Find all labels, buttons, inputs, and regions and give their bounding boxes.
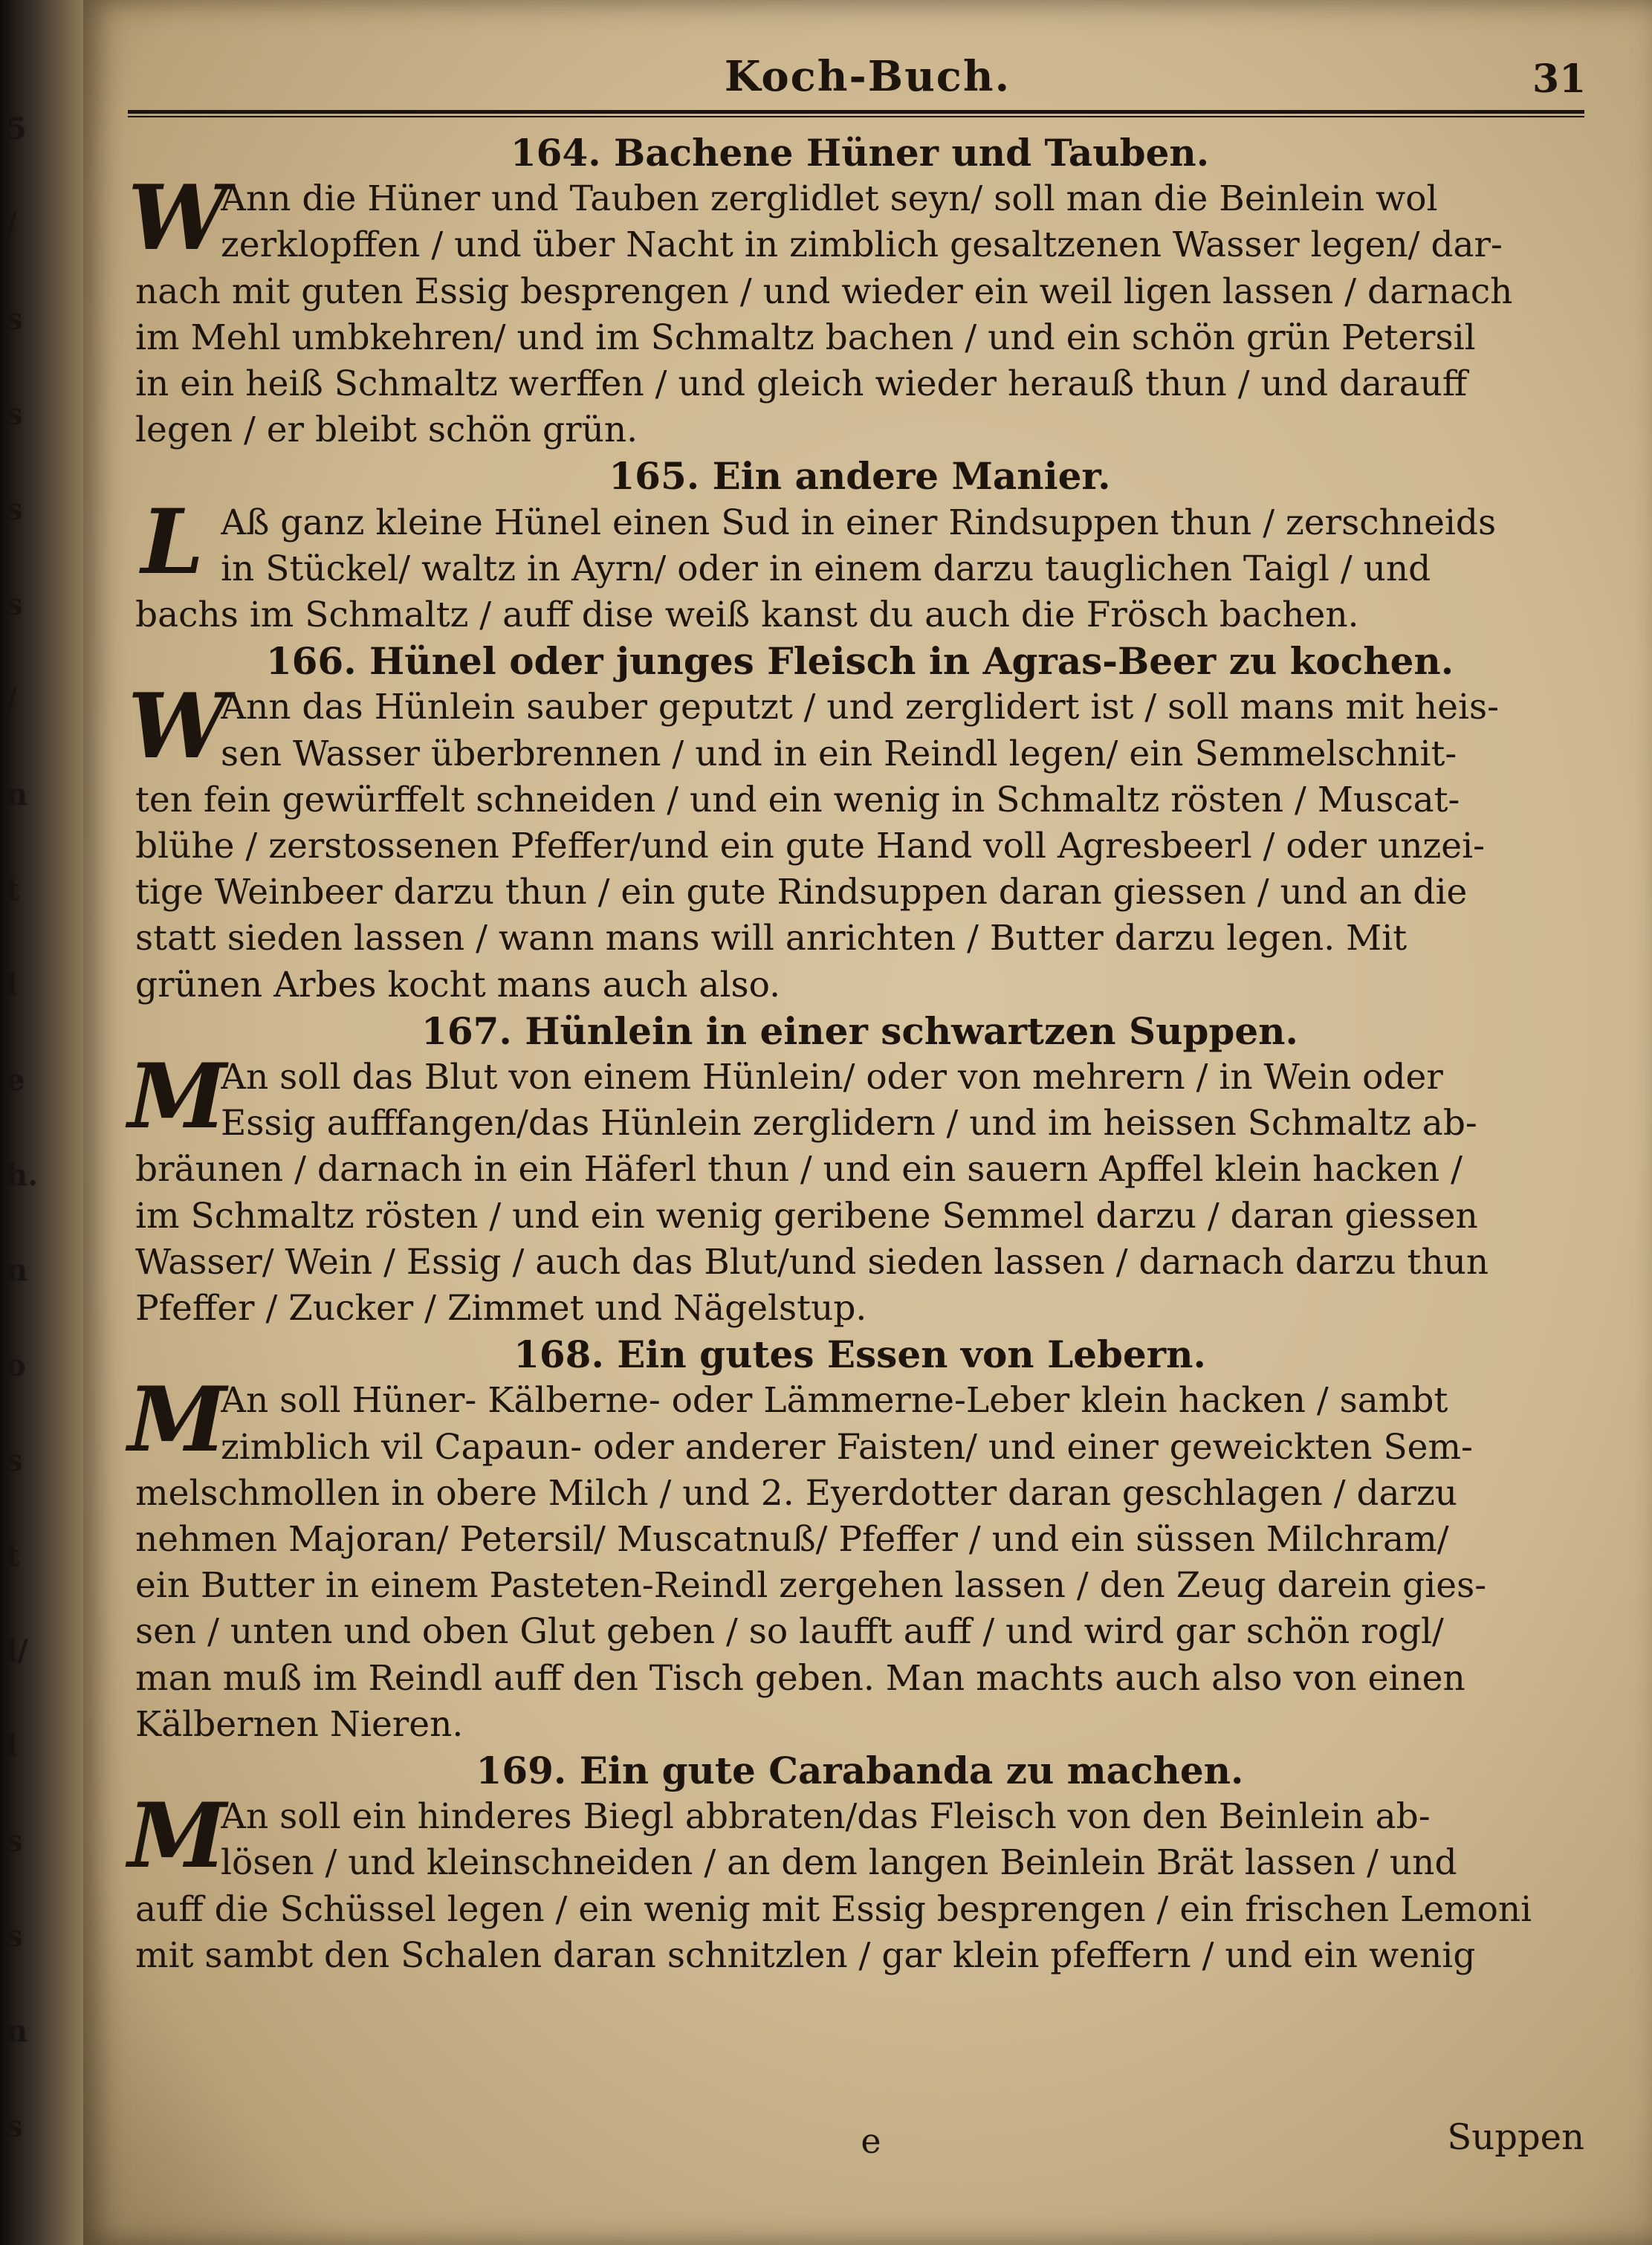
- recipe-heading: 169. Ein gute Carabanda zu machen.: [476, 1749, 1244, 1792]
- facing-page-fragment: l: [6, 968, 18, 1002]
- facing-page-fragment: e: [6, 1063, 25, 1098]
- text-line: zimblich vil Capaun- oder anderer Faisten/ und einer geweickten Sem-: [221, 1426, 1473, 1468]
- header-rule: [128, 110, 1584, 117]
- text-line: nehmen Majoran/ Petersil/ Muscatnuß/ Pfeffer / und ein süssen Milchram/: [135, 1519, 1449, 1560]
- page-number: 31: [1532, 56, 1587, 102]
- text-line: ein Butter in einem Pasteten-Reindl zergehen lassen / den Zeug darein gies-: [135, 1565, 1487, 1607]
- facing-page-fragment: t: [6, 872, 20, 907]
- text-line: melschmollen in obere Milch / und 2. Eyerdotter daran geschlagen / darzu: [135, 1472, 1458, 1514]
- facing-page-fragment: n: [6, 1253, 28, 1288]
- text-line: lösen / und kleinschneiden / an dem langen Beinlein Brät lassen / und: [221, 1842, 1457, 1884]
- text-line: im Schmaltz rösten / und ein wenig geribene Semmel darzu / daran giessen: [135, 1195, 1478, 1237]
- facing-page-fragment: s: [6, 397, 23, 432]
- text-line: Aß ganz kleine Hünel einen Sud in einer Rindsuppen thun / zerschneids: [221, 502, 1497, 543]
- recipe-heading: 167. Hünlein in einer schwartzen Suppen.: [421, 1008, 1298, 1053]
- facing-page-fragment: s: [6, 2109, 23, 2144]
- text-line: An soll das Blut von einem Hünlein/ oder von mehrern / in Wein oder: [221, 1057, 1443, 1098]
- text-line: auff die Schüssel legen / ein wenig mit Essig besprengen / ein frischen Lemoni: [135, 1888, 1532, 1930]
- recipe-heading: 165. Ein andere Manier.: [609, 454, 1111, 499]
- recipe-heading: 168. Ein gutes Essen von Lebern.: [514, 1332, 1206, 1377]
- text-line: bräunen / darnach in ein Häferl thun / und ein sauern Apffel klein hacken /: [135, 1149, 1462, 1190]
- text-line: Essig aufffangen/das Hünlein zerglidern / und im heissen Schmaltz ab-: [221, 1103, 1477, 1144]
- facing-page-fragment: s: [6, 302, 23, 337]
- text-line: in Stückel/ waltz in Ayrn/ oder in einem darzu tauglichen Taigl / und: [221, 548, 1431, 589]
- text-line: nach mit guten Essig besprengen / und wieder ein weil ligen lassen / darnach: [135, 270, 1513, 312]
- text-line: Wasser/ Wein / Essig / auch das Blut/und sieden lassen / darnach darzu thun: [135, 1241, 1489, 1283]
- running-title: Koch-Buch.: [724, 52, 1011, 101]
- facing-page-fragment: s: [6, 587, 23, 622]
- text-line: statt sieden lassen / wann mans will anrichten / Butter darzu legen. Mit: [135, 918, 1408, 959]
- facing-page-fragment: t: [6, 1538, 20, 1573]
- recipe-heading: 166. Hünel oder junges Fleisch in Agras-Beer zu kochen.: [265, 639, 1454, 684]
- text-line: tige Weinbeer darzu thun / ein gute Rindsuppen daran giessen / und an die: [135, 872, 1468, 913]
- recipe-heading: 164. Bachene Hüner und Tauben.: [510, 131, 1210, 175]
- text-line: ten fein gewürffelt schneiden / und ein wenig in Schmaltz rösten / Muscat-: [135, 779, 1460, 820]
- text-line: grünen Arbes kocht mans auch also.: [135, 964, 781, 1005]
- facing-page-fragment: l: [6, 1729, 18, 1763]
- drop-initial: M: [128, 1367, 227, 1473]
- text-line: legen / er bleibt schön grün.: [135, 409, 638, 451]
- text-line: An soll Hüner- Kälberne- oder Lämmerne-Leber klein hacken / sambt: [221, 1380, 1448, 1422]
- facing-page-fragment: n: [6, 777, 28, 812]
- facing-page-fragment: 5: [6, 111, 27, 146]
- facing-page-fragment: o: [6, 1348, 26, 1383]
- text-line: An soll ein hinderes Biegl abbraten/das Fleisch von den Beinlein ab-: [221, 1796, 1431, 1838]
- book-page: [83, 0, 1652, 2245]
- text-line: im Mehl umbkehren/ und im Schmaltz bachen / und ein schön grün Petersil: [135, 317, 1476, 358]
- drop-initial: L: [140, 489, 204, 595]
- facing-page-fragment: /: [6, 682, 17, 717]
- text-line: Ann die Hüner und Tauben zerglidlet seyn/ soll man die Beinlein wol: [221, 178, 1438, 220]
- text-line: Ann das Hünlein sauber geputzt / und zerglidert ist / soll mans mit heis-: [221, 687, 1500, 728]
- text-line: man muß im Reindl auff den Tisch geben. Man machts auch also von einen: [135, 1657, 1465, 1699]
- facing-page-fragment: l/: [6, 1633, 28, 1668]
- facing-page-fragment: s: [6, 1443, 23, 1478]
- drop-initial: M: [128, 1044, 227, 1149]
- catchword: Suppen: [1447, 2116, 1584, 2158]
- text-line: sen / unten und oben Glut geben / so laufft auff / und wird gar schön rogl/: [135, 1611, 1444, 1653]
- facing-page-fragment: /: [6, 207, 17, 242]
- text-line: bachs im Schmaltz / auff dise weiß kanst du auch die Frösch bachen.: [135, 595, 1359, 635]
- drop-initial: W: [128, 166, 228, 271]
- text-line: mit sambt den Schalen daran schnitzlen / gar klein pfeffern / und ein wenig: [135, 1934, 1476, 1976]
- facing-page-fragment: h.: [6, 1158, 39, 1193]
- facing-page-edge: [0, 0, 83, 2245]
- text-line: Kälbernen Nieren.: [135, 1703, 464, 1745]
- drop-initial: M: [128, 1784, 227, 1889]
- facing-page-fragment: s: [6, 1824, 23, 1859]
- text-line: Pfeffer / Zucker / Zimmet und Nägelstup.: [135, 1288, 867, 1329]
- facing-page-fragment: s: [6, 492, 23, 527]
- text-line: blühe / zerstossenen Pfeffer/und ein gute Hand voll Agresbeerl / oder unzei-: [135, 826, 1485, 866]
- drop-initial: W: [128, 674, 228, 780]
- facing-page-fragment: s: [6, 1919, 23, 1954]
- text-line: in ein heiß Schmaltz werffen / und gleich wieder herauß thun / und darauff: [135, 363, 1468, 404]
- facing-page-fragment: n: [6, 2014, 28, 2049]
- text-line: sen Wasser überbrennen / und in ein Reindl legen/ ein Semmelschnit-: [221, 733, 1457, 774]
- text-line: zerklopffen / und über Nacht in zimblich gesaltzenen Wasser legen/ dar-: [221, 224, 1503, 266]
- signature-mark: e: [861, 2121, 881, 2161]
